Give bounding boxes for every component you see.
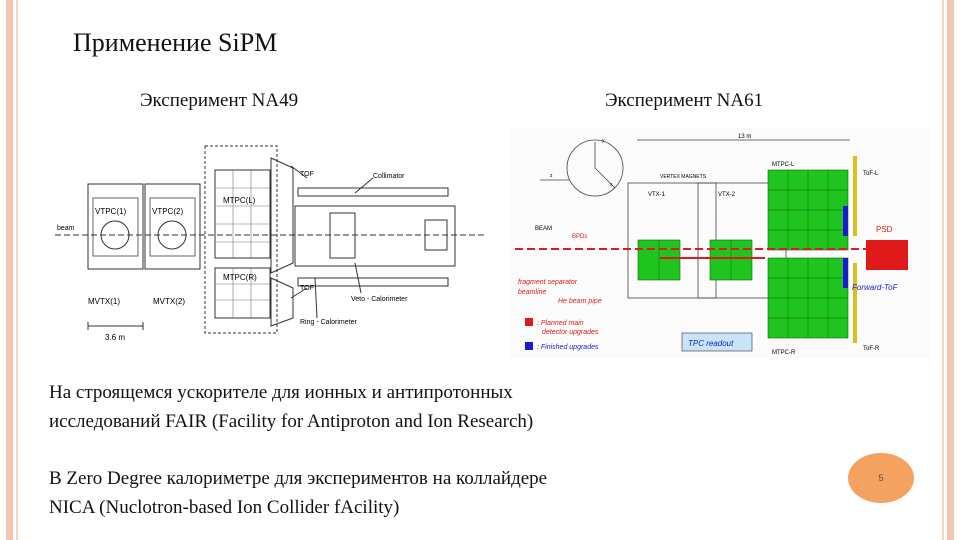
na49-vtpc1-label: VTPC(1) xyxy=(95,207,127,216)
na61-mtpc-r-label: MTPC-R xyxy=(772,350,796,356)
paragraph-nica-line-1: В Zero Degree калориметре для экспериментов на коллайдере xyxy=(49,468,548,489)
na61-vtx2-label: VTX-2 xyxy=(718,192,736,198)
na61-diagram xyxy=(510,128,932,358)
na61-vertex-magnets-label: VERTEX MAGNETS xyxy=(660,174,707,180)
na49-mtpc-r-label: MTPC(R) xyxy=(223,273,257,282)
na49-scale-label: 3.6 m xyxy=(105,333,126,342)
na61-tpc-readout-label: TPC readout xyxy=(688,339,734,348)
na49-mvtx2-label: MVTX(2) xyxy=(153,297,185,306)
na49-collimator-label: Collimator xyxy=(373,173,405,180)
na61-legend-planned: : Planned main xyxy=(537,320,584,327)
slide-border-left xyxy=(6,0,13,540)
na49-veto-label: Veto - Calorimeter xyxy=(351,296,408,303)
na61-axis-x: x xyxy=(610,182,613,188)
na61-tof-r-label: ToF-R xyxy=(863,346,880,352)
paragraph-nica xyxy=(49,464,547,522)
na61-legend-finished: : Finished upgrades xyxy=(537,344,599,351)
na61-beam-label: BEAM xyxy=(535,226,553,232)
na61-axis-y: y xyxy=(602,138,605,144)
na49-mtpc-l-label: MTPC(L) xyxy=(223,196,256,205)
na61-psd-label: PSD xyxy=(876,225,893,234)
na61-mtpc-l-label: MTPC-L xyxy=(772,162,795,168)
slide-border-right xyxy=(947,0,954,540)
na61-forward-tof-label: Forward-ToF xyxy=(852,283,898,292)
paragraph-fair-line-2: исследований FAIR (Facility for Antiproton and Ion Research) xyxy=(49,411,534,432)
slide-border-right-thin xyxy=(942,0,944,540)
paragraph-nica-line-2: NICA (Nuclotron-based Ion Collider fAcility) xyxy=(49,497,400,518)
na61-beamline-label: beamline xyxy=(518,289,547,296)
na61-he-beam-pipe-label: He beam pipe xyxy=(558,298,602,305)
na49-tof-top-label: TOF xyxy=(300,171,314,178)
na49-beam-label: beam xyxy=(57,225,75,232)
na61-heading: Эксперимент NA61 xyxy=(605,90,764,111)
na61-bpds-label: BPDs xyxy=(572,234,588,240)
slide-border-left-thin xyxy=(16,0,18,540)
na61-fragment-sep-label: fragment separator xyxy=(518,279,578,286)
na49-heading: Эксперимент NA49 xyxy=(140,90,299,111)
na49-mvtx1-label: MVTX(1) xyxy=(88,297,120,306)
na61-scale-label: 13 m xyxy=(738,134,752,140)
na61-tof-l-label: ToF-L xyxy=(863,171,879,177)
na49-tof-bottom-label: TOF xyxy=(300,285,314,292)
na49-ring-label: Ring - Calorimeter xyxy=(300,319,357,326)
na61-legend-planned-2: detector upgrades xyxy=(542,329,599,336)
page-number-badge: 5 xyxy=(848,453,914,503)
paragraph-fair xyxy=(49,378,533,436)
na61-axis-z: z xyxy=(550,173,553,179)
slide-title: Применение SiPM xyxy=(73,28,278,57)
paragraph-fair-line-1: На строящемся ускорителе для ионных и антипротонных xyxy=(49,382,513,403)
na49-vtpc2-label: VTPC(2) xyxy=(152,207,184,216)
na61-vtx1-label: VTX-1 xyxy=(648,192,666,198)
na49-diagram xyxy=(55,138,495,348)
